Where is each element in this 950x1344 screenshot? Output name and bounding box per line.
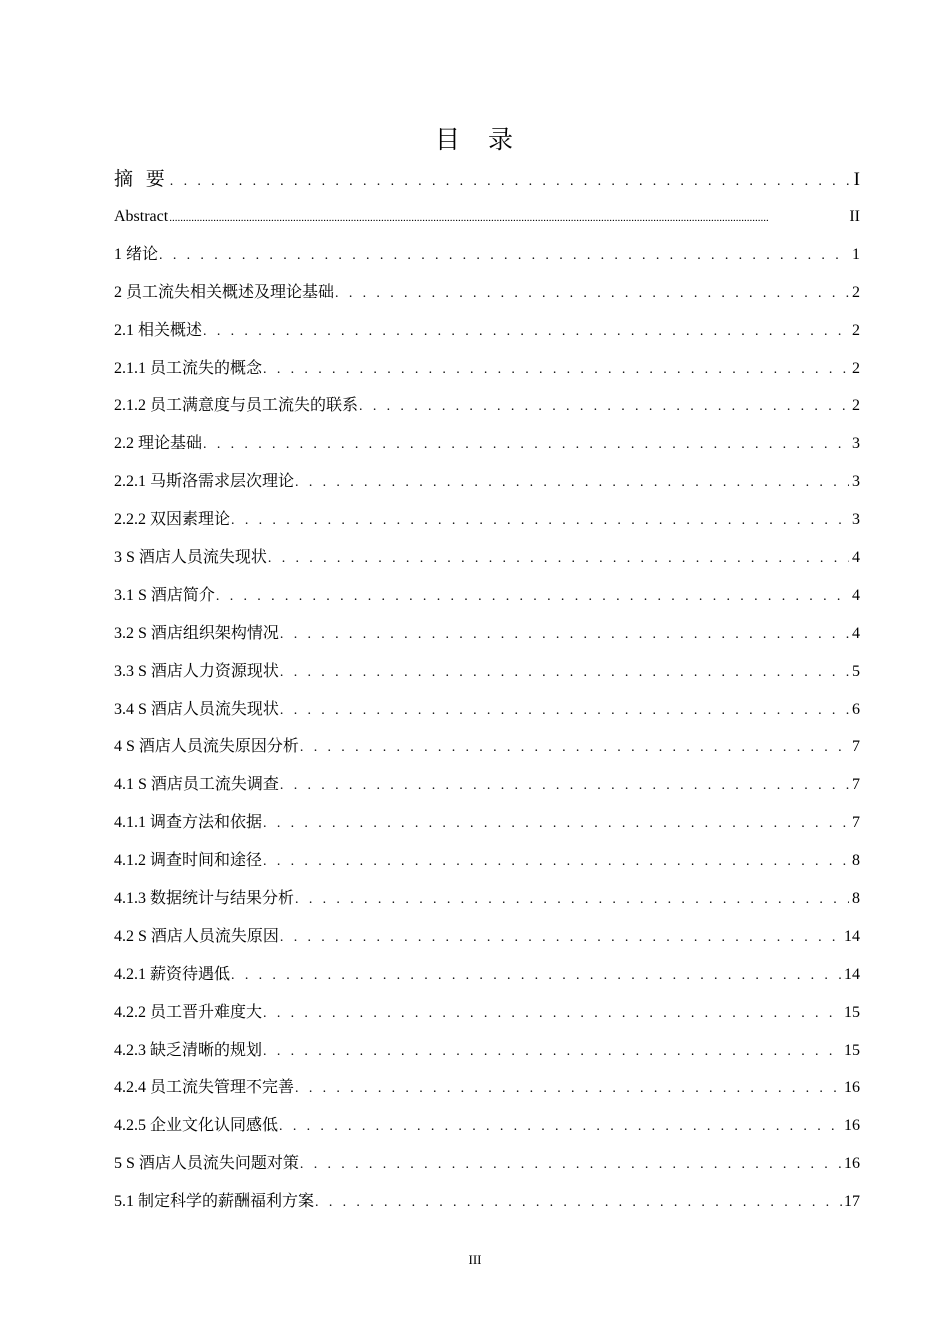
toc-entry-label: 4.1.3 数据统计与结果分析 <box>114 890 295 908</box>
toc-entry[interactable] <box>114 387 860 425</box>
toc-entry-abstract-en[interactable] <box>114 198 860 236</box>
toc-entry-label: 3.3 S 酒店人力资源现状 <box>114 662 279 680</box>
toc-entry-page: 3 <box>852 473 860 491</box>
toc-entry-label: 2.2 理论基础 <box>114 435 203 453</box>
toc-entry-page: 16 <box>844 1117 860 1135</box>
toc-entry-label: 2.1.1 员工流失的概念 <box>114 359 263 377</box>
dot-leader <box>280 692 849 730</box>
toc-entry-abstract-cn[interactable] <box>114 162 860 198</box>
toc-entry-page: 14 <box>844 927 860 945</box>
toc-entry[interactable] <box>114 842 860 880</box>
toc-entry-page: 3 <box>852 511 860 529</box>
dot-leader <box>359 388 849 426</box>
page-number: III <box>468 1252 482 1267</box>
toc-entry-page: I <box>853 169 860 190</box>
toc-entry-page: 16 <box>844 1079 860 1097</box>
toc-entry-label: 4.2.5 企业文化认同感低 <box>114 1117 279 1135</box>
toc-entry[interactable] <box>114 994 860 1032</box>
dot-leader <box>279 1108 843 1146</box>
toc-entry-page: 2 <box>852 321 860 339</box>
dot-leader <box>280 616 849 654</box>
dot-leader <box>280 919 843 957</box>
toc-entry-page: 7 <box>852 738 860 756</box>
toc-entry-label: 2 员工流失相关概述及理论基础 <box>114 283 335 301</box>
toc-entry-label: 5 S 酒店人员流失问题对策 <box>114 1155 299 1173</box>
dot-leader <box>263 351 849 389</box>
toc-entry-page: 8 <box>852 890 860 908</box>
dot-leader <box>335 275 849 313</box>
dot-leader <box>295 881 849 919</box>
dot-leader <box>231 957 843 995</box>
dot-leader <box>170 164 849 200</box>
toc-entry-page: 3 <box>852 435 860 453</box>
toc-entry[interactable] <box>114 691 860 729</box>
dot-leader <box>295 1070 843 1108</box>
toc-entry-label: 3.1 S 酒店简介 <box>114 586 215 604</box>
dot-leader <box>300 1146 843 1184</box>
toc-entry-label: 2.1.2 员工满意度与员工流失的联系 <box>114 397 359 415</box>
toc-entry-label: 4.2.4 员工流失管理不完善 <box>114 1079 295 1097</box>
toc-entry-page: 4 <box>852 586 860 604</box>
toc-entry[interactable] <box>114 1069 860 1107</box>
toc-entry-page: II <box>849 208 860 225</box>
dot-leader <box>280 654 849 692</box>
toc-entry[interactable] <box>114 956 860 994</box>
dot-leader <box>169 200 848 238</box>
toc-entry-label: 4.1.2 调查时间和途径 <box>114 852 263 870</box>
toc-entry[interactable] <box>114 653 860 691</box>
toc-entry-page: 14 <box>844 965 860 983</box>
toc-title-char-1: 目 <box>434 125 462 154</box>
toc-title <box>0 120 950 156</box>
toc-entry-label: 5.1 制定科学的薪酬福利方案 <box>114 1193 315 1211</box>
dot-leader <box>300 729 849 767</box>
toc-entry[interactable] <box>114 728 860 766</box>
toc-entry-page: 2 <box>852 397 860 415</box>
toc-entry-label: 4.2.3 缺乏清晰的规划 <box>114 1041 263 1059</box>
toc-entry-page: 2 <box>852 283 860 301</box>
toc-entry[interactable] <box>114 1145 860 1183</box>
toc-entry-label: 4.1.1 调查方法和依据 <box>114 814 263 832</box>
toc-entry[interactable] <box>114 425 860 463</box>
toc-entry-label: 1 绪论 <box>114 245 159 263</box>
toc-entry-label: Abstract <box>114 208 169 225</box>
toc-entry[interactable] <box>114 501 860 539</box>
toc-entry-label: 4.2.1 薪资待遇低 <box>114 965 231 983</box>
dot-leader <box>231 502 849 540</box>
toc-entry-page: 15 <box>844 1041 860 1059</box>
dot-leader <box>216 578 849 616</box>
dot-leader <box>159 237 849 275</box>
dot-leader <box>268 540 849 578</box>
toc-entry[interactable] <box>114 1183 860 1221</box>
toc-entry-label: 4.2.2 员工晋升难度大 <box>114 1003 263 1021</box>
toc-entry-label: 2.2.1 马斯洛需求层次理论 <box>114 473 295 491</box>
toc-entry[interactable] <box>114 274 860 312</box>
dot-leader <box>203 313 849 351</box>
dot-leader <box>203 426 849 464</box>
toc-entry-page: 4 <box>852 624 860 642</box>
toc-entry[interactable] <box>114 766 860 804</box>
toc-entry-page: 5 <box>852 662 860 680</box>
toc-entry[interactable] <box>114 804 860 842</box>
toc-entry-page: 7 <box>852 814 860 832</box>
toc-entry-label: 3.2 S 酒店组织架构情况 <box>114 624 279 642</box>
toc-entry-label: 4.2 S 酒店人员流失原因 <box>114 927 279 945</box>
toc-entry-page: 16 <box>844 1155 860 1173</box>
toc-entry[interactable] <box>114 918 860 956</box>
toc-entry[interactable] <box>114 236 860 274</box>
dot-leader <box>263 805 849 843</box>
toc-entry-label: 4.1 S 酒店员工流失调查 <box>114 776 279 794</box>
toc-entry[interactable] <box>114 615 860 653</box>
toc-entry-label: 3 S 酒店人员流失现状 <box>114 549 267 567</box>
toc-entry[interactable] <box>114 350 860 388</box>
toc-list <box>114 162 860 1221</box>
dot-leader <box>263 1033 843 1071</box>
toc-entry[interactable] <box>114 312 860 350</box>
dot-leader <box>315 1184 843 1222</box>
toc-entry-page: 7 <box>852 776 860 794</box>
toc-entry[interactable] <box>114 577 860 615</box>
toc-entry[interactable] <box>114 539 860 577</box>
toc-entry-page: 4 <box>852 549 860 567</box>
toc-entry-label: 摘 要 <box>114 169 169 190</box>
dot-leader <box>263 995 843 1033</box>
toc-entry-label: 3.4 S 酒店人员流失现状 <box>114 700 279 718</box>
dot-leader <box>263 843 849 881</box>
toc-entry-label: 2.2.2 双因素理论 <box>114 511 231 529</box>
toc-entry-page: 1 <box>852 245 860 263</box>
toc-entry[interactable] <box>114 463 860 501</box>
toc-entry-page: 15 <box>844 1003 860 1021</box>
toc-entry[interactable] <box>114 1032 860 1070</box>
dot-leader <box>280 767 849 805</box>
toc-entry-label: 4 S 酒店人员流失原因分析 <box>114 738 299 756</box>
dot-leader <box>295 464 849 502</box>
toc-entry-page: 6 <box>852 700 860 718</box>
toc-entry-page: 17 <box>844 1193 860 1211</box>
toc-title-char-2: 录 <box>488 125 516 154</box>
toc-entry-page: 8 <box>852 852 860 870</box>
toc-entry-label: 2.1 相关概述 <box>114 321 203 339</box>
toc-entry[interactable] <box>114 1107 860 1145</box>
toc-entry[interactable] <box>114 880 860 918</box>
toc-entry-page: 2 <box>852 359 860 377</box>
